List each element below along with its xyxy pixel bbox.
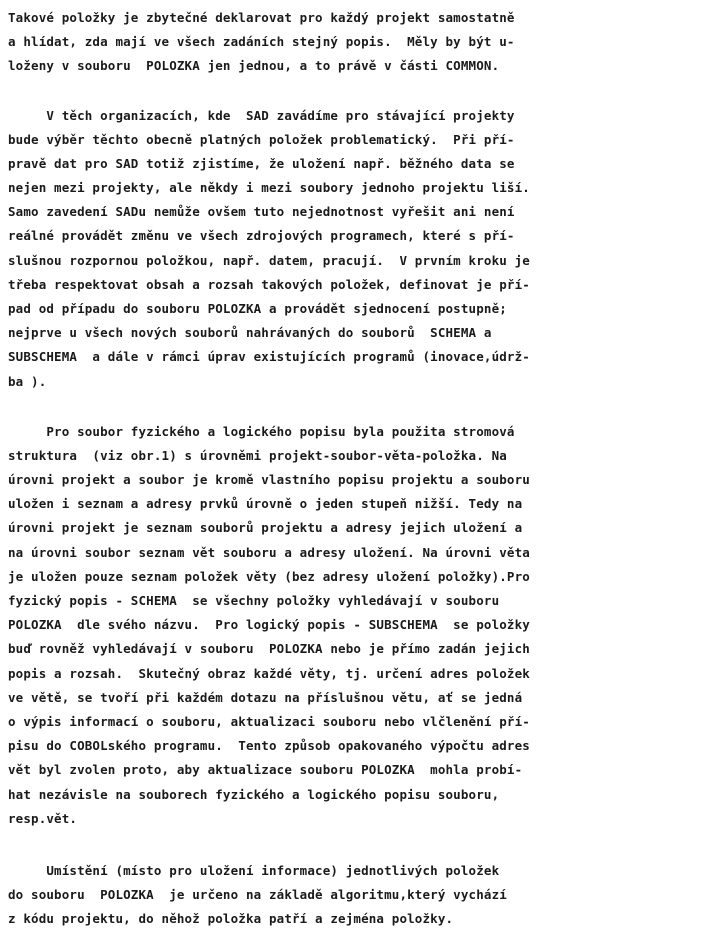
text-line: třeba respektovat obsah a rozsah takových položek, definovat je pří-: [8, 277, 530, 292]
text-line: z kódu projektu, do něhož položka patří a zejména položky.: [8, 911, 454, 926]
text-line: uložen i seznam a adresy prvků úrovně o jeden stupeň nižší. Tedy na: [8, 496, 523, 511]
text-line: na úrovni soubor seznam vět souboru a adresy uložení. Na úrovni věta: [8, 545, 530, 560]
text-line: bude výběr těchto obecně platných položek problematický. Při pří-: [8, 132, 515, 147]
text-line: popis a rozsah. Skutečný obraz každé věty, tj. určení adres položek: [8, 666, 530, 681]
text-line: ba ).: [8, 374, 47, 389]
text-line: vět byl zvolen proto, aby aktualizace souboru POLOZKA mohla probí-: [8, 762, 523, 777]
text-line: ve větě, se tvoří při každém dotazu na příslušnou větu, ať se jedná: [8, 690, 523, 705]
text-line: Umístění (místo pro uložení informace) jednotlivých položek: [8, 863, 500, 878]
text-line: POLOZKA dle svého názvu. Pro logický popis - SUBSCHEMA se položky: [8, 617, 530, 632]
text-line: SUBSCHEMA a dále v rámci úprav existujících programů (inovace,údrž-: [8, 349, 530, 364]
text-line: resp.vět.: [8, 811, 78, 826]
text-line: buď rovněž vyhledávají v souboru POLOZKA nebo je přímo zadán jejich: [8, 641, 530, 656]
text-line: reálné provádět změnu ve všech zdrojových programech, které s pří-: [8, 228, 515, 243]
text-line: nejen mezi projekty, ale někdy i mezi soubory jednoho projektu liší.: [8, 180, 530, 195]
text-line: úrovni projekt a soubor je kromě vlastního popisu projektu a souboru: [8, 472, 530, 487]
text-line: struktura (viz obr.1) s úrovněmi projekt-soubor-věta-položka. Na: [8, 448, 507, 463]
text-line: hat nezávisle na souborech fyzického a logického popisu souboru,: [8, 787, 500, 802]
text-line: Samo zavedení SADu nemůže ovšem tuto nejednotnost vyřešit ani není: [8, 204, 515, 219]
text-line: je uložen pouze seznam položek věty (bez adresy uložení položky).Pro: [8, 569, 530, 584]
text-line: o výpis informací o souboru, aktualizaci souboru nebo vlčlenění pří-: [8, 714, 530, 729]
text-line: úrovni projekt je seznam souborů projektu a adresy jejich uložení a: [8, 520, 523, 535]
text-line: V těch organizacích, kde SAD zavádíme pro stávající projekty: [8, 108, 515, 123]
text-line: pisu do COBOLského programu. Tento způsob opakovaného výpočtu adres: [8, 738, 530, 753]
text-line: pad od případu do souboru POLOZKA a provádět sjednocení postupně;: [8, 301, 507, 316]
text-line: slušnou rozpornou položkou, např. datem, pracují. V prvním kroku je: [8, 253, 530, 268]
text-line: a hlídat, zda mají ve všech zadáních stejný popis. Měly by být u-: [8, 34, 515, 49]
text-line: Takové položky je zbytečné deklarovat pro každý projekt samostatně: [8, 10, 515, 25]
text-line: Pro soubor fyzického a logického popisu byla použita stromová: [8, 424, 515, 439]
text-line: loženy v souboru POLOZKA jen jednou, a to právě v části COMMON.: [8, 58, 500, 73]
text-line: fyzický popis - SCHEMA se všechny položky vyhledávají v souboru: [8, 593, 500, 608]
text-line: pravě dat pro SAD totiž zjistíme, že uložení např. běžného data se: [8, 156, 515, 171]
text-line: do souboru POLOZKA je určeno na základě algoritmu,který vychází: [8, 887, 507, 902]
text-line: nejprve u všech nových souborů nahrávaných do souborů SCHEMA a: [8, 325, 492, 340]
